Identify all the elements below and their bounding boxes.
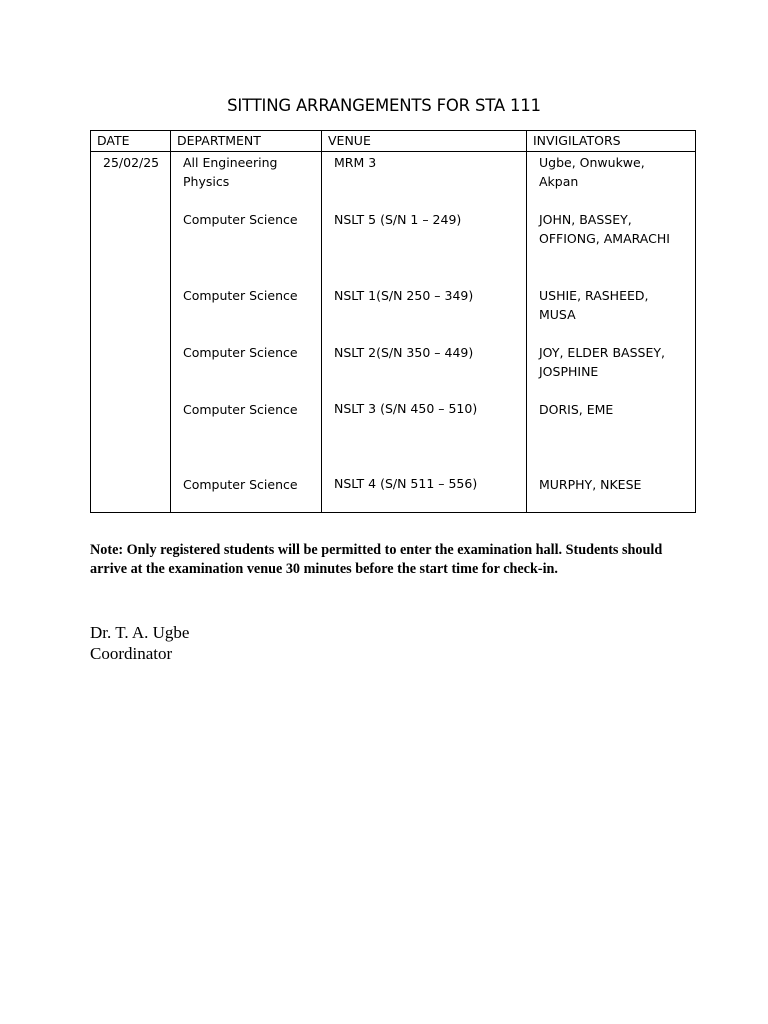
invigilators-cell <box>527 152 696 513</box>
venue-entry: NSLT 2(S/N 350 – 449) <box>334 345 474 360</box>
coordinator-role: Coordinator <box>90 644 173 663</box>
coordinator-name: Dr. T. A. Ugbe <box>90 623 190 642</box>
venue-entry: NSLT 1(S/N 250 – 349) <box>334 288 474 303</box>
venue-entry: NSLT 5 (S/N 1 – 249) <box>334 212 462 227</box>
department-entry: Computer Science <box>183 288 298 303</box>
department-entry: Computer Science <box>183 345 298 360</box>
invigilators-entry: Ugbe, Onwukwe, Akpan <box>539 155 645 189</box>
department-entry: Computer Science <box>183 212 298 227</box>
table-row <box>91 152 696 513</box>
header-department: DEPARTMENT <box>171 131 322 152</box>
date-cell <box>91 152 171 513</box>
venue-entry: NSLT 3 (S/N 450 – 510) <box>334 401 478 416</box>
invigilators-entry: MURPHY, NKESE <box>539 477 642 492</box>
venue-cell <box>322 152 527 513</box>
invigilators-entry: USHIE, RASHEED, MUSA <box>539 288 649 322</box>
department-entry: Computer Science <box>183 402 298 417</box>
venue-entry: MRM 3 <box>334 155 377 170</box>
department-entry: All Engineering Physics <box>183 155 278 189</box>
header-date: DATE <box>91 131 171 152</box>
signature-block <box>90 622 189 664</box>
header-venue: VENUE <box>322 131 527 152</box>
header-invigilators: INVIGILATORS <box>527 131 696 152</box>
invigilators-entry: JOY, ELDER BASSEY, JOSPHINE <box>539 345 665 379</box>
invigilators-entry: JOHN, BASSEY, OFFIONG, AMARACHI <box>539 212 670 246</box>
table-header-row <box>91 131 696 152</box>
department-entry: Computer Science <box>183 477 298 492</box>
invigilators-entry: DORIS, EME <box>539 402 614 417</box>
venue-entry: NSLT 4 (S/N 511 – 556) <box>334 476 478 491</box>
exam-note: Note: Only registered students will be permitted to enter the examination hall. Students should arrive at the examination venue 30 minutes before the start time for check-in. <box>90 542 663 577</box>
department-cell <box>171 152 322 513</box>
sitting-arrangements-table <box>90 130 696 513</box>
exam-date: 25/02/25 <box>103 155 160 170</box>
page-title: SITTING ARRANGEMENTS FOR STA 111 <box>227 96 541 115</box>
